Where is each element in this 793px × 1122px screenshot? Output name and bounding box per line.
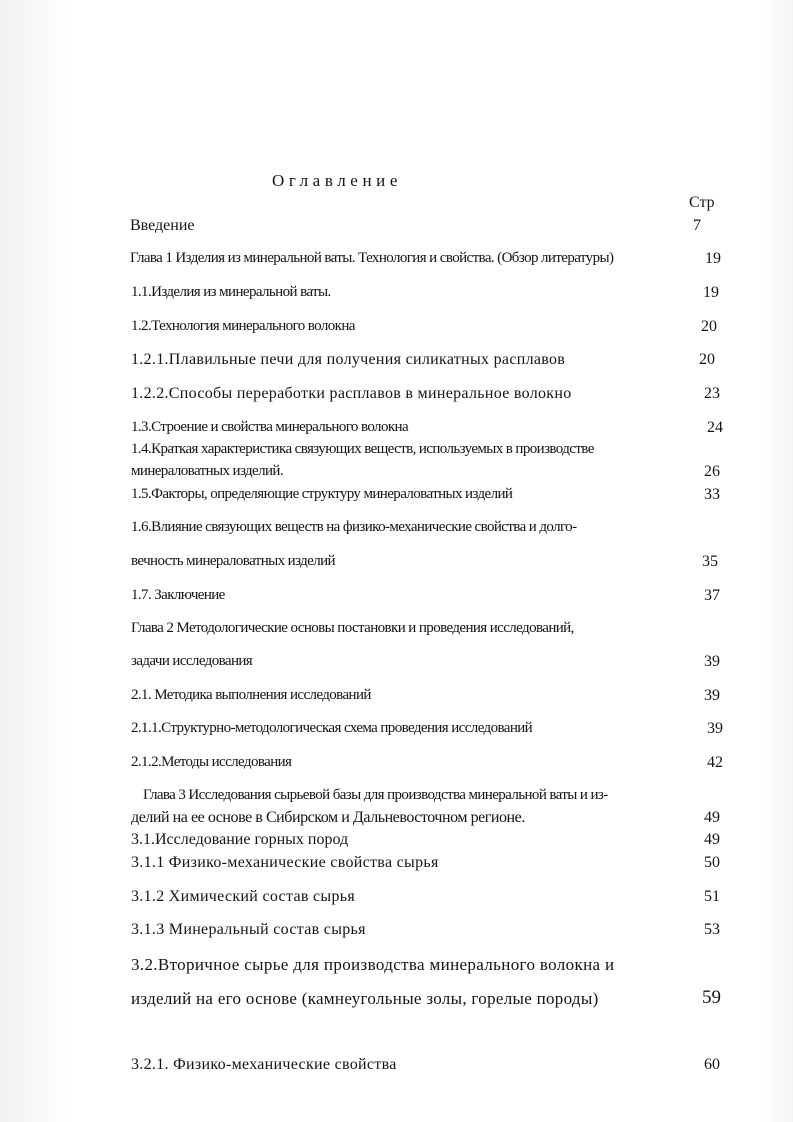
toc-entry-page: 24 [707, 419, 723, 436]
toc-entry-title[interactable]: 1.5.Факторы, определяющие структуру минераловатных изделий [131, 486, 513, 502]
toc-entry-page: 60 [704, 1056, 720, 1073]
toc-entry-title[interactable]: 3.1.Исследование горных пород [131, 831, 349, 848]
toc-entry-page: 20 [699, 351, 715, 368]
toc-entry-title[interactable]: 3.2.1. Физико-механические свойства [131, 1056, 397, 1073]
toc-entry-page: 39 [704, 687, 720, 704]
toc-entry-title[interactable]: 1.4.Краткая характеристика связующих веществ, используемых в производстве [131, 441, 594, 457]
toc-entry-page: 49 [704, 831, 720, 848]
toc-entry-title[interactable]: делий на ее основе в Сибирском и Дальневосточном регионе. [131, 809, 525, 826]
toc-entry-page: 49 [704, 809, 720, 826]
toc-entry-title[interactable]: Глава 1 Изделия из минеральной ваты. Технология и свойства. (Обзор литературы) [130, 250, 614, 266]
toc-heading: Оглавление [272, 171, 402, 190]
toc-intro-title: Введение [130, 217, 195, 234]
toc-entry-page: 39 [707, 720, 723, 737]
toc-entry-title[interactable]: 3.1.1 Физико-механические свойства сырья [131, 854, 439, 871]
toc-entry-page: 19 [703, 284, 719, 301]
toc-entry-page: 26 [704, 463, 720, 480]
toc-entry-title[interactable]: 1.6.Влияние связующих веществ на физико-механические свойства и долго- [131, 519, 577, 535]
toc-entry-title[interactable]: задачи исследования [131, 653, 253, 669]
toc-entry-title[interactable]: 1.2.2.Способы переработки расплавов в минеральное волокно [131, 385, 572, 402]
toc-entry-page: 35 [702, 553, 718, 570]
toc-intro-page: 7 [693, 217, 701, 234]
toc-entry-title[interactable]: 3.1.2 Химический состав сырья [131, 888, 356, 905]
toc-entry-title[interactable]: 2.1.1.Структурно-методологическая схема проведения исследований [131, 720, 533, 736]
toc-entry-page: 19 [705, 250, 721, 267]
toc-entry-title[interactable]: 1.1.Изделия из минеральной ваты. [131, 284, 331, 300]
toc-entry-title[interactable]: 2.1. Методика выполнения исследований [131, 687, 371, 703]
toc-entry-title[interactable]: вечность минераловатных изделий [131, 553, 335, 569]
toc-entry-title[interactable]: 1.2.1.Плавильные печи для получения силикатных расплавов [131, 351, 566, 368]
toc-entry-page: 23 [704, 385, 720, 402]
toc-entry-page: 37 [704, 587, 720, 604]
toc-entry-title[interactable]: минераловатных изделий. [131, 463, 284, 479]
toc-entry-title[interactable]: Глава 2 Методологические основы постановки и проведения исследований, [131, 620, 574, 636]
toc-entry-title[interactable]: 2.1.2.Методы исследования [131, 754, 292, 770]
toc-entry-page: 33 [704, 486, 720, 503]
toc-entry-title[interactable]: 1.2.Технология минерального волокна [131, 318, 355, 334]
toc-entry-title[interactable]: 3.2.Вторичное сырье для производства минерального волокна и [131, 955, 615, 974]
toc-entry-page: 53 [704, 921, 720, 938]
toc-entry-page: 51 [704, 888, 720, 905]
toc-entry-title[interactable]: 3.1.3 Минеральный состав сырья [131, 921, 366, 938]
toc-entry-page: 39 [704, 653, 720, 670]
page-column-label: Стр [689, 194, 715, 211]
toc-entry-page: 20 [701, 318, 717, 335]
toc-entry-title[interactable]: Глава 3 Исследования сырьевой базы для производства минеральной ваты и из- [143, 787, 608, 803]
toc-entry-title[interactable]: 1.7. Заключение [131, 587, 225, 603]
toc-entry-page: 59 [702, 987, 721, 1008]
toc-entry-title[interactable]: 1.3.Строение и свойства минерального волокна [131, 419, 409, 435]
toc-entry-page: 50 [704, 854, 720, 871]
toc-entry-page: 42 [707, 754, 723, 771]
toc-entry-title[interactable]: изделий на его основе (камнеугольные золы, горелые породы) [131, 989, 599, 1008]
